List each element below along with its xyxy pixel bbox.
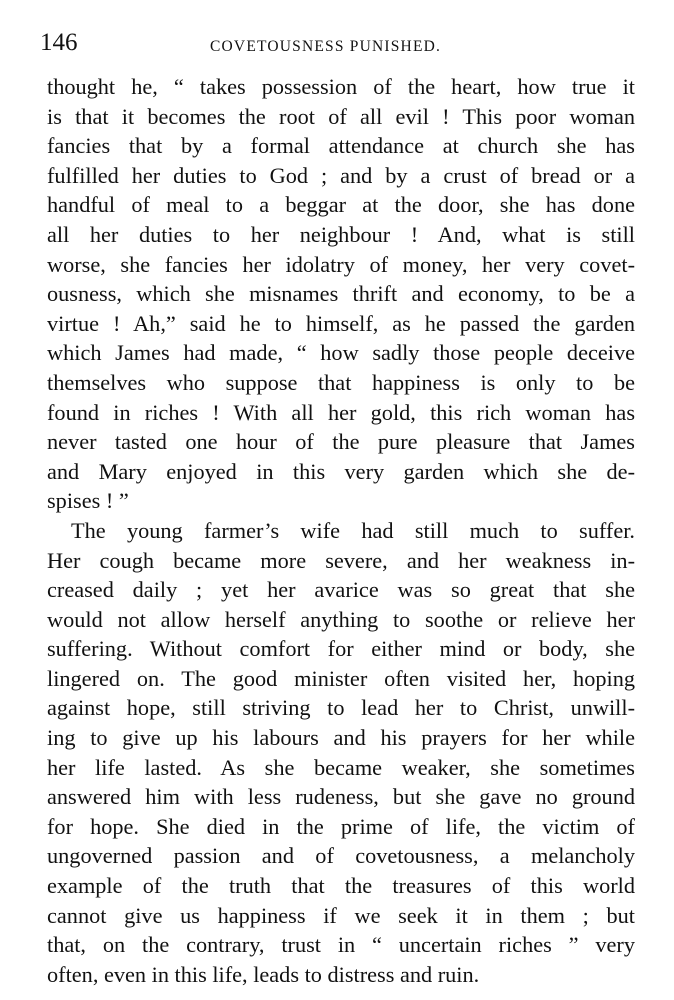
text-line: ousness, which she misnames thrift and economy, to be a	[47, 281, 635, 307]
text-line: fulfilled her duties to God ; and by a crust of bread or a	[47, 162, 635, 188]
text-line: Her cough became more severe, and her weakness in-	[47, 547, 635, 573]
text-line: spises ! ”	[47, 488, 129, 514]
running-title: COVETOUSNESS PUNISHED.	[210, 38, 442, 55]
text-line: often, even in this life, leads to distress and ruin.	[47, 961, 480, 987]
text-line: and Mary enjoyed in this very garden which she de-	[47, 458, 635, 484]
text-line: which James had made, “ how sadly those people deceive	[47, 340, 635, 366]
text-line: The young farmer’s wife had still much to suffer.	[71, 517, 635, 543]
text-line: found in riches ! With all her gold, this rich woman has	[47, 399, 635, 425]
text-line: ing to give up his labours and his prayers for her while	[47, 725, 635, 751]
text-line: fancies that by a formal attendance at church she has	[47, 133, 635, 159]
text-line: answered him with less rudeness, but she gave no ground	[47, 784, 635, 810]
text-line: lingered on. The good minister often visited her, hoping	[47, 665, 635, 691]
page-header	[40, 26, 640, 60]
text-line: never tasted one hour of the pure pleasure that James	[47, 429, 635, 455]
text-line: would not allow herself anything to soothe or relieve her	[47, 606, 635, 632]
text-line: thought he, “ takes possession of the heart, how true it	[47, 74, 635, 99]
text-line: against hope, still striving to lead her to Christ, unwill-	[47, 695, 635, 721]
text-line: creased daily ; yet her avarice was so great that she	[47, 577, 635, 603]
text-line: cannot give us happiness if we seek it in them ; but	[47, 902, 635, 928]
text-line: virtue ! Ah,” said he to himself, as he passed the garden	[47, 310, 635, 336]
text-line: is that it becomes the root of all evil ! This poor woman	[47, 103, 635, 129]
text-line: ungoverned passion and of covetousness, a melancholy	[47, 843, 635, 869]
text-line: for hope. She died in the prime of life, the victim of	[47, 813, 635, 839]
page-number: 146	[40, 29, 78, 56]
body-text	[47, 72, 635, 989]
text-line: suffering. Without comfort for either mind or body, she	[47, 636, 635, 662]
text-line: that, on the contrary, trust in “ uncertain riches ” very	[47, 932, 635, 958]
text-line: all her duties to her neighbour ! And, what is still	[47, 221, 635, 247]
text-line: her life lasted. As she became weaker, she sometimes	[47, 754, 635, 780]
text-line: themselves who suppose that happiness is only to be	[47, 369, 635, 395]
text-line: handful of meal to a beggar at the door, she has done	[47, 192, 635, 218]
text-line: example of the truth that the treasures of this world	[47, 873, 635, 899]
text-line: worse, she fancies her idolatry of money, her very covet-	[47, 251, 635, 277]
